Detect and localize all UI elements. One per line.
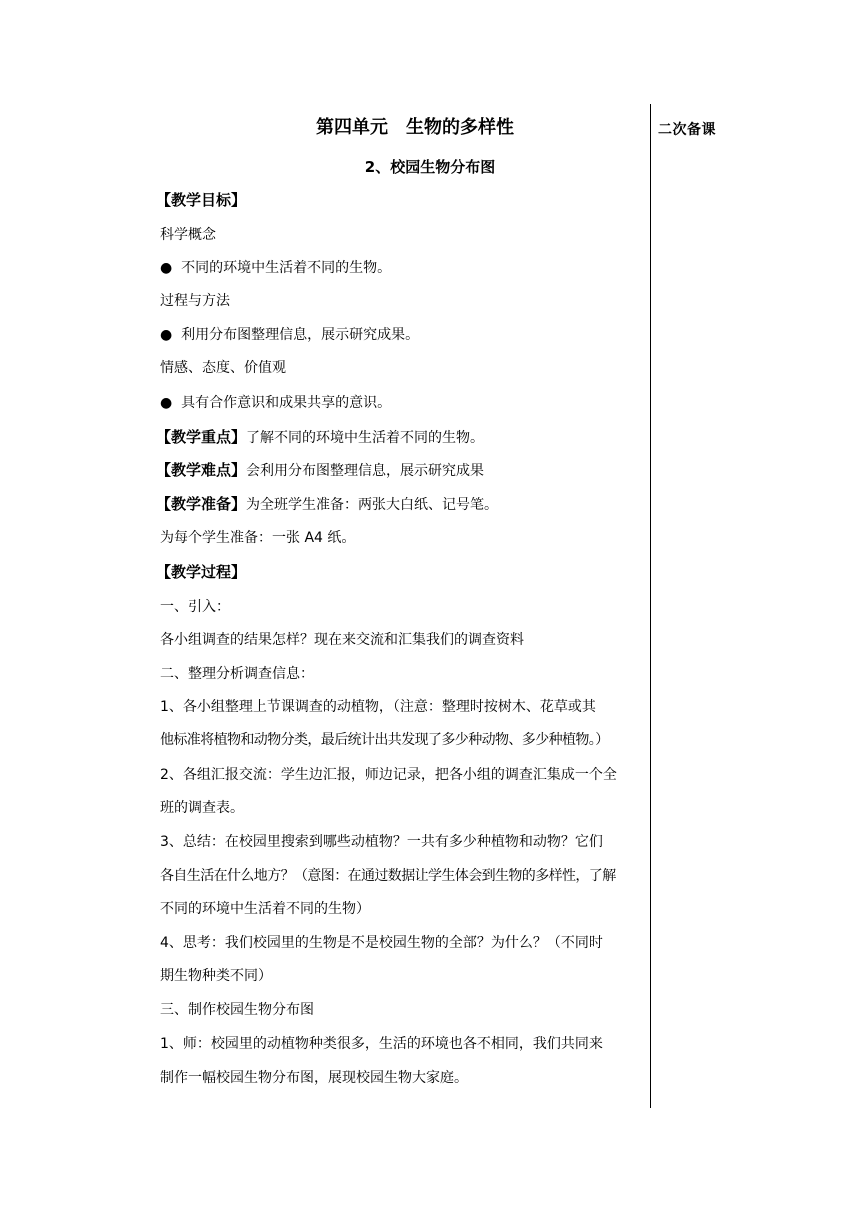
paragraph-1-line-2: 他标准将植物和动物分类，最后统计出共发现了多少种动物、多少种植物。） [160,732,609,748]
unit-title: 第四单元 生物的多样性 [316,117,514,138]
difficulty-label: 【教学难点】 [156,461,247,479]
difficulty-text: 会利用分布图整理信息，展示研究成果 [246,463,485,479]
concept-item: ● 不同的环境中生活着不同的生物。 [160,260,392,276]
key-point-label: 【教学重点】 [156,428,247,446]
preparation-label: 【教学准备】 [156,495,247,513]
paragraph-1-line-1: 1、各小组整理上节课调查的动植物，（注意：整理时按树木、花草或其 [160,699,596,715]
section-1-title: 一、引入： [160,599,230,615]
preparation-text: 为全班学生准备：两张大白纸、记号笔。 [246,497,499,513]
second-preparation-label: 二次备课 [658,122,716,138]
paragraph-3-line-1: 3、总结：在校园里搜索到哪些动植物？一共有多少种植物和动物？它们 [160,834,603,850]
paragraph-5-line-1: 1、师：校园里的动植物种类很多，生活的环境也各不相同，我们共同来 [160,1036,603,1052]
section-1-text: 各小组调查的结果怎样？现在来交流和汇集我们的调查资料 [160,632,524,648]
section-3-title: 三、制作校园生物分布图 [160,1002,314,1018]
key-point-line [156,426,484,449]
paragraph-4-line-2: 期生物种类不同） [160,968,272,984]
attitude-label: 情感、态度、价值观 [160,360,286,376]
preparation-line [156,493,498,516]
paragraph-5-line-2: 制作一幅校园生物分布图，展现校园生物大家庭。 [160,1070,468,1086]
process-label: 过程与方法 [160,293,230,309]
process-heading: 【教学过程】 [156,563,247,581]
key-point-text: 了解不同的环境中生活着不同的生物。 [246,430,485,446]
section-2-title: 二、整理分析调查信息： [160,666,314,682]
paragraph-2-line-1: 2、各组汇报交流：学生边汇报，师边记录，把各小组的调查汇集成一个全 [160,767,617,783]
concept-label: 科学概念 [160,227,216,243]
process-item: ● 利用分布图整理信息，展示研究成果。 [160,327,420,343]
lesson-subtitle: 2、校园生物分布图 [364,158,496,176]
paragraph-3-line-3: 不同的环境中生活着不同的生物） [160,901,370,917]
difficulty-line [156,459,484,482]
column-divider [650,104,651,1108]
paragraph-2-line-2: 班的调查表。 [160,800,244,816]
paragraph-3-line-2: 各自生活在什么地方？（意图：在通过数据让学生体会到生物的多样性，了解 [160,868,616,884]
attitude-item: ● 具有合作意识和成果共享的意识。 [160,395,392,411]
preparation-text-2: 为每个学生准备：一张 A4 纸。 [160,530,356,546]
paragraph-4-line-1: 4、思考：我们校园里的生物是不是校园生物的全部？为什么？（不同时 [160,935,603,951]
objectives-heading: 【教学目标】 [156,191,247,209]
